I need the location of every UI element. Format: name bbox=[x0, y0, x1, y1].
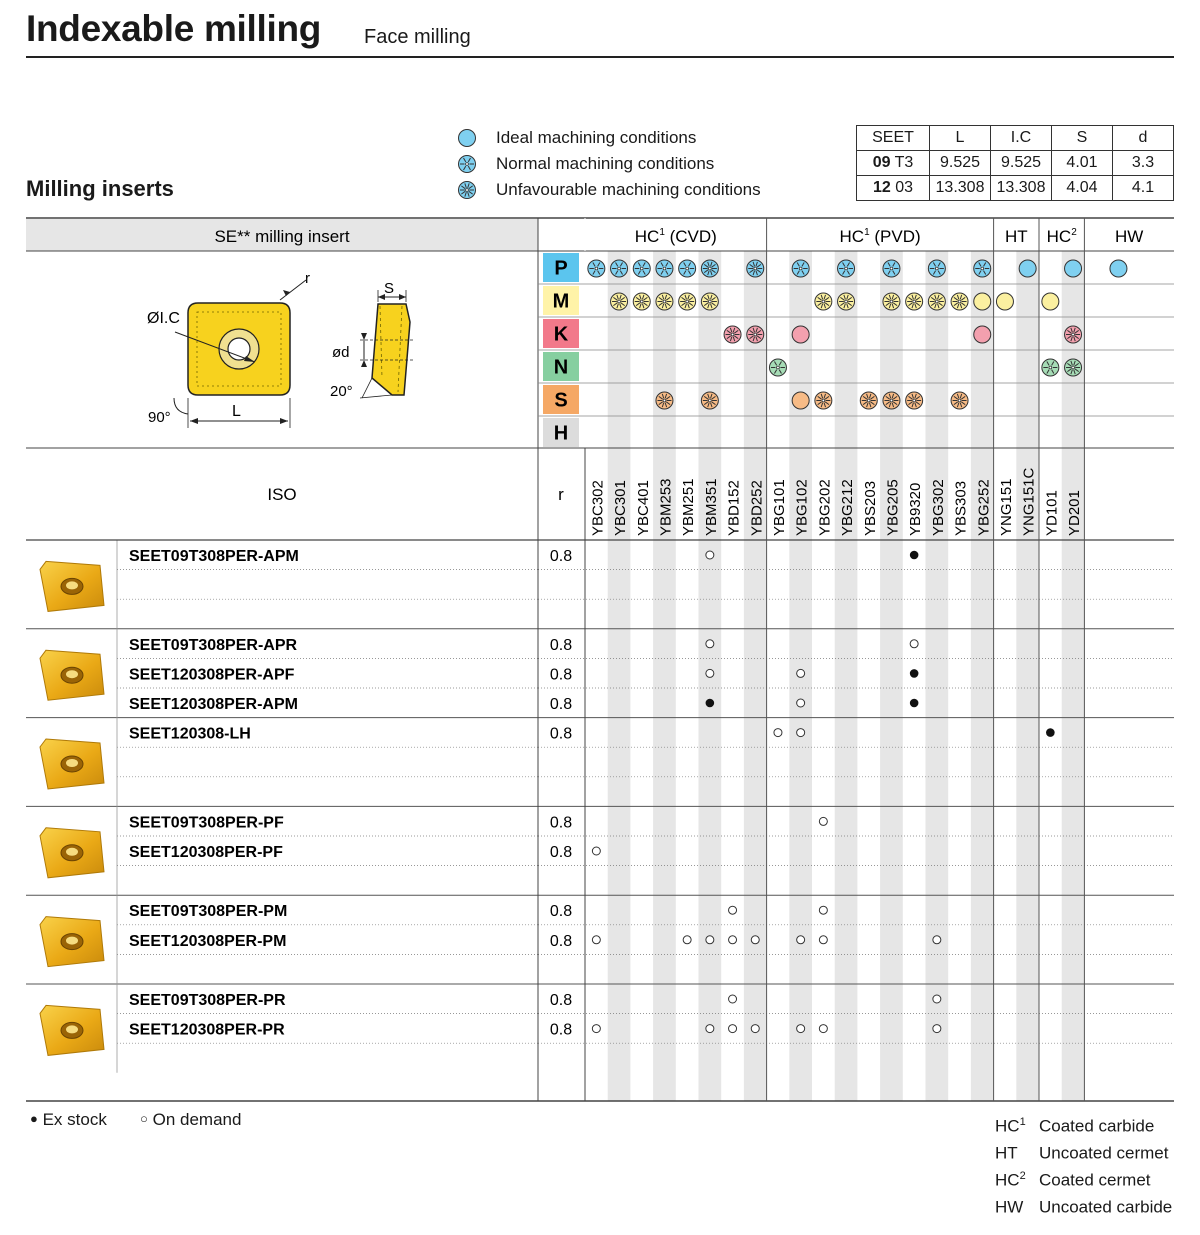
type-code: HC bbox=[995, 1170, 1020, 1190]
radius-value: 0.8 bbox=[549, 725, 573, 743]
iso-code: SEET120308PER-PR bbox=[129, 1021, 285, 1039]
on-demand-dot bbox=[729, 936, 737, 944]
grade-name: YBC302 bbox=[589, 480, 607, 536]
on-demand-dot bbox=[933, 936, 941, 944]
grade-name: YBM351 bbox=[702, 478, 720, 536]
drawing-90-label: 90° bbox=[148, 409, 171, 426]
grade-name: YBD252 bbox=[748, 480, 766, 536]
on-demand-label: On demand bbox=[152, 1110, 242, 1129]
column-stripe bbox=[971, 251, 994, 1101]
on-demand-dot bbox=[819, 1025, 827, 1033]
drawing-r-label: r bbox=[305, 270, 310, 287]
grade-name: YBM253 bbox=[657, 478, 675, 536]
unfavourable-condition-icon bbox=[883, 293, 900, 310]
ideal-condition-icon bbox=[1019, 260, 1036, 277]
on-demand-dot bbox=[933, 1025, 941, 1033]
dim-s: 4.04 bbox=[1052, 176, 1113, 201]
on-demand-dot bbox=[729, 995, 737, 1003]
on-demand-dot bbox=[751, 1025, 759, 1033]
on-demand-dot bbox=[706, 669, 714, 677]
iso-code: SEET09T308PER-APR bbox=[129, 636, 298, 654]
radius-value: 0.8 bbox=[549, 1021, 573, 1039]
unfavourable-condition-icon bbox=[951, 293, 968, 310]
unfavourable-condition-icon bbox=[656, 293, 673, 310]
dim-d: 4.1 bbox=[1113, 176, 1174, 201]
grade-group-header: HW bbox=[1115, 227, 1144, 246]
dim-ic: 13.308 bbox=[991, 176, 1052, 201]
normal-condition-icon bbox=[974, 260, 991, 277]
unfavourable-condition-icon bbox=[724, 326, 741, 343]
column-stripe bbox=[1062, 251, 1085, 1101]
column-stripe bbox=[744, 251, 767, 1101]
legend-ex-stock bbox=[30, 1110, 107, 1130]
ideal-condition-icon bbox=[974, 326, 991, 343]
unfavourable-condition-icon bbox=[906, 392, 923, 409]
radius-value: 0.8 bbox=[549, 903, 573, 921]
radius-value: 0.8 bbox=[549, 932, 573, 950]
type-sup: 1 bbox=[1019, 1116, 1026, 1128]
unfavourable-condition-icon bbox=[1065, 359, 1082, 376]
unfavourable-condition-icon bbox=[701, 260, 718, 277]
on-demand-dot bbox=[797, 729, 805, 737]
radius-value: 0.8 bbox=[549, 636, 573, 654]
ex-stock-dot bbox=[706, 699, 715, 708]
grade-group-header: $HC^1$ (CVD) bbox=[634, 227, 717, 246]
dim-l: 9.525 bbox=[930, 151, 991, 176]
grade-name: YBC301 bbox=[612, 480, 630, 536]
on-demand-dot bbox=[592, 1025, 600, 1033]
dim-header-l: L bbox=[930, 126, 991, 151]
unfavourable-condition-icon bbox=[701, 392, 718, 409]
unfavourable-condition-icon bbox=[1065, 326, 1082, 343]
on-demand-dot bbox=[819, 817, 827, 825]
grade-name: YNG151C bbox=[1020, 467, 1038, 536]
insert-thumbnail bbox=[40, 561, 104, 611]
material-letter: H bbox=[553, 422, 569, 445]
ex-stock-dot bbox=[910, 699, 919, 708]
insert-thumbnail bbox=[40, 1005, 104, 1055]
grade-group-header: HT bbox=[1004, 227, 1028, 246]
normal-condition-icon bbox=[792, 260, 809, 277]
normal-condition-icon bbox=[1042, 359, 1059, 376]
normal-condition-icon bbox=[611, 260, 628, 277]
iso-code: SEET09T308PER-PF bbox=[129, 814, 284, 832]
type-code: HC bbox=[995, 1116, 1020, 1136]
grade-group-header: $HC^2$ bbox=[1046, 227, 1077, 246]
type-desc: Coated cermet bbox=[1039, 1170, 1151, 1190]
on-demand-dot bbox=[683, 936, 691, 944]
unfavourable-condition-icon bbox=[815, 392, 832, 409]
on-demand-dot bbox=[797, 699, 805, 707]
section-title: Milling inserts bbox=[26, 176, 174, 201]
unfavourable-condition-icon bbox=[906, 293, 923, 310]
on-demand-dot bbox=[592, 936, 600, 944]
drawing-20-label: 20° bbox=[330, 383, 353, 400]
dim-header-ic: I.C bbox=[991, 126, 1052, 151]
normal-condition-icon bbox=[679, 260, 696, 277]
unfavourable-condition-icon bbox=[701, 293, 718, 310]
grade-name: YBM251 bbox=[680, 478, 698, 536]
filled-dot-icon: ● bbox=[30, 1111, 38, 1126]
on-demand-dot bbox=[729, 906, 737, 914]
type-row bbox=[995, 1138, 1172, 1165]
on-demand-dot bbox=[774, 729, 782, 737]
ideal-condition-icon bbox=[792, 326, 809, 343]
iso-code: SEET09T308PER-APM bbox=[129, 548, 299, 565]
material-letter: S bbox=[554, 389, 568, 412]
radius-value: 0.8 bbox=[549, 696, 573, 713]
grade-name: YBS303 bbox=[952, 480, 970, 536]
page-subtitle: Face milling bbox=[364, 26, 471, 48]
type-code: HT bbox=[995, 1143, 1018, 1163]
radius-value: 0.8 bbox=[549, 666, 573, 684]
column-stripe bbox=[653, 251, 676, 1101]
grade-name: YBG205 bbox=[884, 479, 902, 536]
normal-condition-icon bbox=[883, 260, 900, 277]
grade-name: YBG252 bbox=[975, 479, 993, 536]
page-title: Indexable milling bbox=[26, 8, 322, 49]
grade-name: YD101 bbox=[1043, 490, 1061, 536]
radius-value: 0.8 bbox=[549, 844, 573, 861]
iso-code: SEET120308PER-APM bbox=[129, 696, 298, 713]
ideal-condition-icon bbox=[974, 293, 991, 310]
type-row bbox=[995, 1192, 1172, 1219]
normal-condition-icon bbox=[633, 260, 650, 277]
iso-code: SEET09T308PER-PM bbox=[129, 903, 288, 921]
on-demand-dot bbox=[592, 847, 600, 855]
iso-code: SEET09T308PER-PR bbox=[129, 992, 286, 1009]
insert-thumbnail bbox=[40, 650, 104, 700]
column-stripe bbox=[835, 251, 858, 1101]
column-stripe bbox=[926, 251, 949, 1101]
insert-thumbnail bbox=[40, 739, 104, 789]
grade-name: YBG101 bbox=[770, 479, 788, 536]
drawing-l-label: L bbox=[232, 403, 241, 420]
material-letter: P bbox=[554, 257, 568, 280]
unfavourable-condition-icon bbox=[838, 293, 855, 310]
unfavourable-condition-icon bbox=[815, 293, 832, 310]
grade-group-header: $HC^1$ (PVD) bbox=[839, 227, 921, 246]
grade-name: YBS203 bbox=[861, 480, 879, 536]
iso-header: ISO bbox=[267, 485, 297, 504]
type-row bbox=[995, 1111, 1172, 1138]
ideal-condition-icon bbox=[1065, 260, 1082, 277]
unfavourable-condition-icon bbox=[679, 293, 696, 310]
legend-normal-label: Normal machining conditions bbox=[496, 154, 715, 173]
unfavourable-condition-icon bbox=[928, 293, 945, 310]
ideal-condition-icon bbox=[1042, 293, 1059, 310]
on-demand-dot bbox=[910, 640, 918, 648]
normal-condition-icon bbox=[769, 359, 786, 376]
ideal-condition-icon bbox=[996, 293, 1013, 310]
drawing-ic-label: ØI.C bbox=[147, 310, 180, 327]
legend-unfavourable-label: Unfavourable machining conditions bbox=[496, 180, 761, 199]
on-demand-dot bbox=[751, 936, 759, 944]
ex-stock-dot bbox=[910, 669, 919, 678]
unfavourable-condition-icon bbox=[656, 392, 673, 409]
material-letter: N bbox=[553, 356, 569, 379]
normal-condition-icon bbox=[928, 260, 945, 277]
column-stripe bbox=[608, 251, 631, 1101]
on-demand-dot bbox=[706, 1025, 714, 1033]
grade-name: YBG302 bbox=[929, 479, 947, 536]
grade-name: YBG212 bbox=[839, 479, 857, 536]
iso-code: SEET120308PER-PM bbox=[129, 932, 287, 950]
dim-d: 3.3 bbox=[1113, 151, 1174, 176]
grade-name: YBG102 bbox=[793, 479, 811, 536]
on-demand-dot bbox=[819, 906, 827, 914]
insert-header: SE** milling insert bbox=[214, 227, 350, 246]
column-stripe bbox=[1016, 251, 1039, 1101]
open-dot-icon: ○ bbox=[140, 1111, 148, 1126]
unfavourable-condition-icon bbox=[951, 392, 968, 409]
normal-condition-icon bbox=[838, 260, 855, 277]
insert-thumbnail bbox=[40, 828, 104, 878]
material-letter: K bbox=[553, 323, 569, 346]
unfavourable-condition-icon bbox=[611, 293, 628, 310]
type-row bbox=[995, 1165, 1172, 1192]
dim-header-d: d bbox=[1113, 126, 1174, 151]
normal-condition-icon bbox=[656, 260, 673, 277]
unfavourable-condition-icon bbox=[633, 293, 650, 310]
on-demand-dot bbox=[706, 640, 714, 648]
unfavourable-condition-icon bbox=[860, 392, 877, 409]
normal-condition-icon bbox=[588, 260, 605, 277]
dim-header-s: S bbox=[1052, 126, 1113, 151]
on-demand-dot bbox=[706, 551, 714, 559]
on-demand-dot bbox=[706, 936, 714, 944]
drawing-d-label: ød bbox=[332, 344, 350, 361]
unfavourable-condition-icon bbox=[747, 260, 764, 277]
legend-ideal-label: Ideal machining conditions bbox=[496, 128, 697, 147]
grade-name: YD201 bbox=[1066, 490, 1084, 536]
dim-ic: 9.525 bbox=[991, 151, 1052, 176]
radius-value: 0.8 bbox=[549, 548, 573, 565]
ideal-condition-icon bbox=[792, 392, 809, 409]
dim-size: 09 bbox=[872, 154, 891, 171]
material-type-legend bbox=[995, 1111, 1172, 1220]
dim-header-seet: SEET bbox=[857, 126, 930, 151]
on-demand-dot bbox=[933, 995, 941, 1003]
grade-name: YB9320 bbox=[907, 482, 925, 536]
unfavourable-condition-icon bbox=[747, 326, 764, 343]
iso-code: SEET120308PER-PF bbox=[129, 844, 283, 861]
insert-top-view-drawing bbox=[147, 270, 310, 428]
grade-name: YBG202 bbox=[816, 479, 834, 536]
on-demand-dot bbox=[797, 936, 805, 944]
iso-code: SEET120308PER-APF bbox=[129, 666, 295, 684]
type-code: HW bbox=[995, 1198, 1024, 1218]
radius-value: 0.8 bbox=[549, 814, 573, 832]
ex-stock-dot bbox=[1046, 728, 1055, 737]
unfavourable-condition-icon bbox=[883, 392, 900, 409]
ex-stock-dot bbox=[910, 551, 919, 560]
ex-stock-label: Ex stock bbox=[42, 1110, 107, 1129]
on-demand-dot bbox=[819, 936, 827, 944]
r-header: r bbox=[558, 485, 564, 504]
legend-on-demand bbox=[140, 1110, 241, 1130]
dim-size: 12 bbox=[872, 179, 891, 196]
on-demand-dot bbox=[797, 1025, 805, 1033]
material-letter: M bbox=[552, 290, 570, 313]
on-demand-dot bbox=[729, 1025, 737, 1033]
insert-thumbnail bbox=[40, 917, 104, 967]
dim-suffix: 03 bbox=[895, 179, 914, 196]
drawing-s-label: S bbox=[384, 280, 395, 297]
dim-suffix: T3 bbox=[894, 154, 914, 171]
type-desc: Uncoated carbide bbox=[1039, 1198, 1173, 1218]
type-sup: 2 bbox=[1019, 1170, 1026, 1183]
grade-name: YBC401 bbox=[634, 480, 652, 536]
grade-name: YNG151 bbox=[997, 478, 1015, 536]
type-desc: Uncoated cermet bbox=[1039, 1143, 1169, 1163]
dim-s: 4.01 bbox=[1052, 151, 1113, 176]
grade-name: YBD152 bbox=[725, 480, 743, 536]
column-stripe bbox=[880, 251, 903, 1101]
type-desc: Coated carbide bbox=[1039, 1116, 1155, 1136]
ideal-condition-icon bbox=[1110, 260, 1127, 277]
on-demand-dot bbox=[797, 669, 805, 677]
iso-code: SEET120308-LH bbox=[129, 725, 251, 743]
radius-value: 0.8 bbox=[549, 992, 573, 1009]
dim-l: 13.308 bbox=[930, 176, 991, 201]
insert-side-view-drawing bbox=[330, 280, 415, 400]
